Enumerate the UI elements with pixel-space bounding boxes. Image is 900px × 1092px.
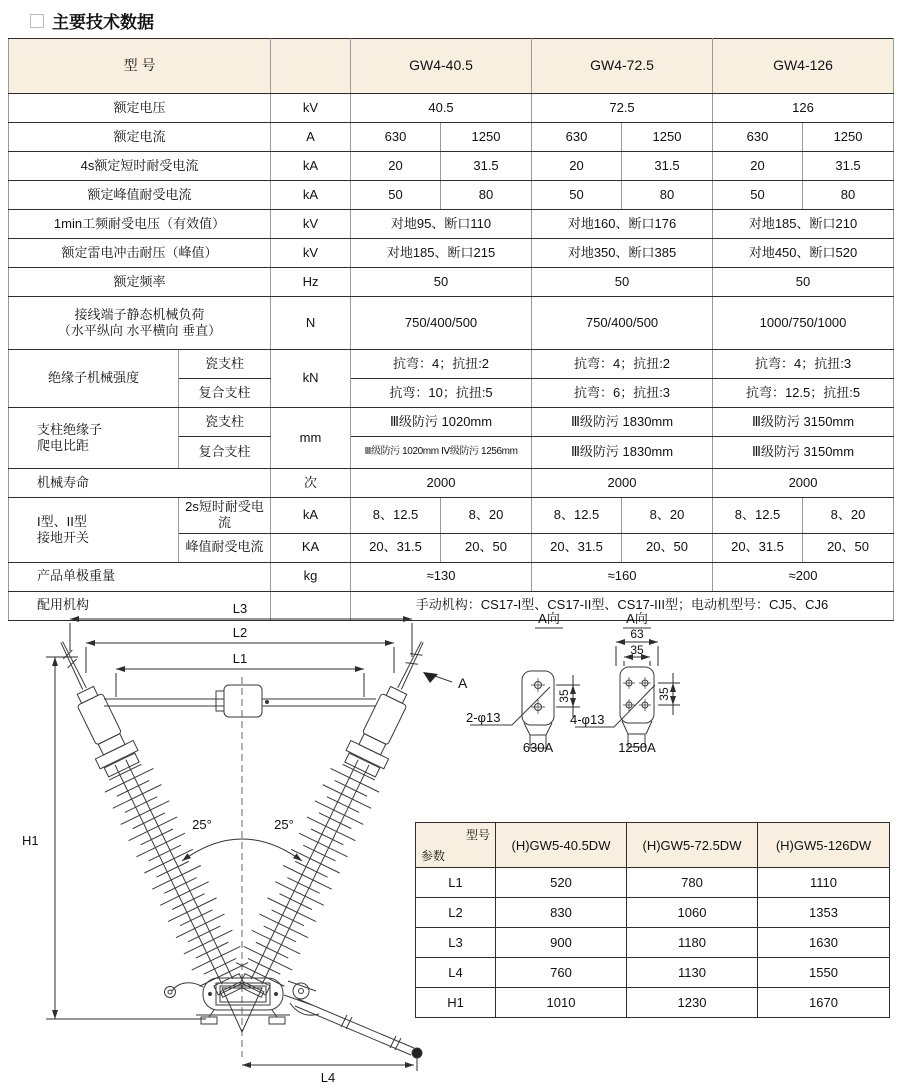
value-cell: 1550 [758, 958, 890, 988]
value-cell: ≈200 [713, 562, 894, 591]
param-cell: L1 [416, 868, 496, 898]
holes-label-1250: 4-φ13 [570, 712, 605, 727]
row-label-line2: （水平纵向 水平横向 垂直） [57, 323, 222, 338]
value-cell: 1000/750/1000 [713, 297, 894, 350]
value-cell: 20、31.5 [351, 533, 441, 562]
value-cell: 80 [622, 181, 713, 210]
value-cell: 50 [713, 181, 803, 210]
value-cell: 8、12.5 [532, 498, 622, 534]
value-cell: Ⅲ级防污 1830mm [532, 437, 713, 469]
value-cell: 20、50 [441, 533, 532, 562]
dimension-table [415, 822, 889, 1018]
spec-row-peak-current [9, 181, 894, 210]
row-unit: kV [271, 239, 351, 268]
value-cell: 对地350、断口385 [532, 239, 713, 268]
row-label: 额定峰值耐受电流 [9, 181, 271, 210]
value-cell: 1010 [496, 988, 627, 1018]
row-label [9, 297, 271, 350]
value-cell: 1230 [627, 988, 758, 1018]
value-cell: 8、20 [803, 498, 894, 534]
sub-row-label: 复合支柱 [179, 437, 271, 469]
value-cell: 2000 [351, 469, 532, 498]
dim-row-l1 [416, 868, 890, 898]
value-cell: 830 [496, 898, 627, 928]
value-cell: 抗弯：12.5；抗扭:5 [713, 379, 894, 408]
value-cell: 对地95、断口110 [351, 210, 532, 239]
value-cell: 31.5 [803, 152, 894, 181]
header-model-2: GW4-126 [713, 39, 894, 94]
dim-label-l3: L3 [232, 601, 248, 616]
value-cell: 对地450、断口520 [713, 239, 894, 268]
value-cell: 1250 [441, 123, 532, 152]
angle-label-right: 25° [274, 817, 294, 832]
value-cell: 50 [351, 181, 441, 210]
row-label: 1min工频耐受电压（有效值） [9, 210, 271, 239]
value-cell: 80 [441, 181, 532, 210]
value-cell: Ⅲ级防污 1020mm Ⅳ级防污 1256mm [351, 437, 532, 469]
insulator-column-left [37, 630, 256, 1004]
value-cell: 520 [496, 868, 627, 898]
row-label: 4s额定短时耐受电流 [9, 152, 271, 181]
row-label: 额定频率 [9, 268, 271, 297]
dim-label-l4: L4 [320, 1070, 336, 1085]
row-unit: 次 [271, 469, 351, 498]
value-cell: 20 [713, 152, 803, 181]
value-cell: 630 [351, 123, 441, 152]
value-cell: 40.5 [351, 94, 532, 123]
value-cell: 750/400/500 [532, 297, 713, 350]
spec-row-weight [9, 562, 894, 591]
sub-row-label: 峰值耐受电流 [179, 533, 271, 562]
value-cell: 8、20 [622, 498, 713, 534]
value-cell: 50 [532, 181, 622, 210]
value-cell: 72.5 [532, 94, 713, 123]
header-model-1: GW4-72.5 [532, 39, 713, 94]
spec-header-row [9, 39, 894, 94]
value-cell: 1250 [803, 123, 894, 152]
param-cell: H1 [416, 988, 496, 1018]
angle-label-left: 25° [192, 817, 212, 832]
value-cell: 1353 [758, 898, 890, 928]
row-label-line2: 接地开关 [37, 529, 90, 545]
value-cell: 20、31.5 [713, 533, 803, 562]
value-cell: 1130 [627, 958, 758, 988]
value-cell: 900 [496, 928, 627, 958]
operating-lever [284, 981, 422, 1058]
row-unit: kA [271, 498, 351, 534]
spec-row-mech-life [9, 469, 894, 498]
row-label [9, 408, 179, 469]
row-label: 产品单极重量 [9, 562, 271, 591]
row-unit: mm [271, 408, 351, 469]
value-cell: 抗弯：4；抗扭:2 [351, 350, 532, 379]
value-cell: ≈160 [532, 562, 713, 591]
row-unit: kA [271, 152, 351, 181]
sub-row-label: 瓷支柱 [179, 350, 271, 379]
dim-header-row [416, 823, 890, 868]
dimension-35-top-1250 [624, 657, 650, 666]
dim-label-35-630: 35 [557, 689, 571, 703]
value-cell: 2000 [532, 469, 713, 498]
row-label: 机械寿命 [9, 469, 271, 498]
row-label-line1: 支柱绝缘子 [37, 421, 103, 437]
dim-label-63: 63 [630, 627, 644, 641]
value-cell: 80 [803, 181, 894, 210]
value-cell: 8、12.5 [351, 498, 441, 534]
row-unit: kV [271, 210, 351, 239]
dim-row-h1 [416, 988, 890, 1018]
row-label-line1: 接线端子静态机械负荷 [74, 306, 205, 322]
dim-row-l4 [416, 958, 890, 988]
spec-row-current [9, 123, 894, 152]
row-unit: Hz [271, 268, 351, 297]
value-cell: 31.5 [622, 152, 713, 181]
terminal-label-1250: 1250A [618, 740, 656, 755]
value-cell: 抗弯：4；抗扭:2 [532, 350, 713, 379]
value-cell: 手动机构：CS17-I型、CS17-II型、CS17-III型；电动机型号：CJ5、CJ6 [351, 591, 894, 620]
dim-label-l2: L2 [232, 625, 248, 640]
value-cell: 2000 [713, 469, 894, 498]
sub-row-label: 瓷支柱 [179, 408, 271, 437]
dimension-h1 [46, 657, 206, 1019]
spec-row-voltage [9, 94, 894, 123]
view-a-arrow-label: A [458, 675, 468, 691]
row-unit: kg [271, 562, 351, 591]
spec-table [8, 38, 894, 621]
value-cell: 630 [713, 123, 803, 152]
drawing-section [0, 595, 900, 1092]
value-cell: 1110 [758, 868, 890, 898]
base-assembly [165, 978, 291, 1032]
value-cell: 50 [713, 268, 894, 297]
value-cell: 20 [351, 152, 441, 181]
dim-row-l2 [416, 898, 890, 928]
value-cell: 20、50 [803, 533, 894, 562]
spec-row-power-freq-voltage [9, 210, 894, 239]
row-unit: kV [271, 94, 351, 123]
value-cell: Ⅲ级防污 1020mm [351, 408, 532, 437]
param-cell: L3 [416, 928, 496, 958]
value-cell: 750/400/500 [351, 297, 532, 350]
view-a-label-630: A向 [538, 611, 560, 626]
spec-row-frequency [9, 268, 894, 297]
page-title [30, 8, 154, 33]
param-cell: L2 [416, 898, 496, 928]
row-unit: kA [271, 181, 351, 210]
row-label: 额定雷电冲击耐压（峰值） [9, 239, 271, 268]
value-cell: 1670 [758, 988, 890, 1018]
row-unit: N [271, 297, 351, 350]
header-unit-cell [271, 39, 351, 94]
value-cell: 20 [532, 152, 622, 181]
row-label: 额定电压 [9, 94, 271, 123]
row-unit: A [271, 123, 351, 152]
sub-row-label: 复合支柱 [179, 379, 271, 408]
value-cell: 抗弯：6；抗扭:3 [532, 379, 713, 408]
row-label: 绝缘子机械强度 [9, 350, 179, 408]
terminal-pad-1250 [575, 667, 655, 747]
dimension-table-inner [415, 822, 890, 1018]
corner-param-label: 参数 [421, 849, 446, 863]
value-cell: 抗弯：4；抗扭:3 [713, 350, 894, 379]
dim-label-l1: L1 [232, 651, 248, 666]
value-cell: Ⅲ级防污 3150mm [713, 437, 894, 469]
dim-label-35-1250: 35 [657, 687, 671, 701]
sub-row-label: 2s短时耐受电流 [179, 498, 271, 534]
title-square-icon [30, 14, 44, 28]
value-cell: Ⅲ级防污 3150mm [713, 408, 894, 437]
value-cell: Ⅲ级防污 1830mm [532, 408, 713, 437]
dim-corner-cell [416, 823, 496, 868]
view-a-label-1250: A向 [626, 611, 648, 626]
spec-row-creepage-porcelain [9, 408, 894, 437]
value-cell: 50 [532, 268, 713, 297]
contact-arm [104, 685, 376, 717]
dim-model-2: (H)GW5-126DW [758, 823, 890, 868]
dim-model-1: (H)GW5-72.5DW [627, 823, 758, 868]
value-cell: 20、50 [622, 533, 713, 562]
page-title-text: 主要技术数据 [52, 13, 154, 32]
value-cell: 31.5 [441, 152, 532, 181]
spec-row-earth-switch-short-time [9, 498, 894, 534]
value-cell: 1060 [627, 898, 758, 928]
view-a-arrow [423, 672, 452, 683]
value-cell: ≈130 [351, 562, 532, 591]
row-unit: kN [271, 350, 351, 408]
value-cell: 对地160、断口176 [532, 210, 713, 239]
value-cell: 630 [532, 123, 622, 152]
value-cell: 8、12.5 [713, 498, 803, 534]
value-cell: 20、31.5 [532, 533, 622, 562]
header-model-0: GW4-40.5 [351, 39, 532, 94]
spec-row-short-time-current [9, 152, 894, 181]
header-model-label: 型 号 [9, 39, 271, 94]
value-cell: 780 [627, 868, 758, 898]
value-cell: 抗弯：10；抗扭:5 [351, 379, 532, 408]
value-cell: 8、20 [441, 498, 532, 534]
spec-row-lightning-impulse [9, 239, 894, 268]
dimension-l1 [116, 669, 364, 697]
row-label-line2: 爬电比距 [37, 438, 90, 453]
spec-row-insulator-strength-porcelain [9, 350, 894, 379]
dim-row-l3 [416, 928, 890, 958]
holes-label-630: 2-φ13 [466, 710, 501, 725]
row-label: 配用机构 [9, 591, 271, 620]
value-cell: 对地185、断口210 [713, 210, 894, 239]
value-cell: 760 [496, 958, 627, 988]
value-cell: 1180 [627, 928, 758, 958]
dim-label-35-top: 35 [630, 643, 644, 657]
row-label-line1: I型、II型 [37, 513, 87, 529]
corner-model-label: 型号 [465, 828, 490, 842]
row-label [9, 498, 179, 563]
value-cell: 1250 [622, 123, 713, 152]
value-cell: 126 [713, 94, 894, 123]
terminal-label-630: 630A [522, 740, 554, 755]
spec-row-terminal-load [9, 297, 894, 350]
value-cell: 50 [351, 268, 532, 297]
row-label: 额定电流 [9, 123, 271, 152]
dim-model-0: (H)GW5-40.5DW [496, 823, 627, 868]
param-cell: L4 [416, 958, 496, 988]
value-cell: 1630 [758, 928, 890, 958]
dim-label-h1: H1 [22, 833, 39, 848]
value-cell: 对地185、断口215 [351, 239, 532, 268]
row-unit: KA [271, 533, 351, 562]
